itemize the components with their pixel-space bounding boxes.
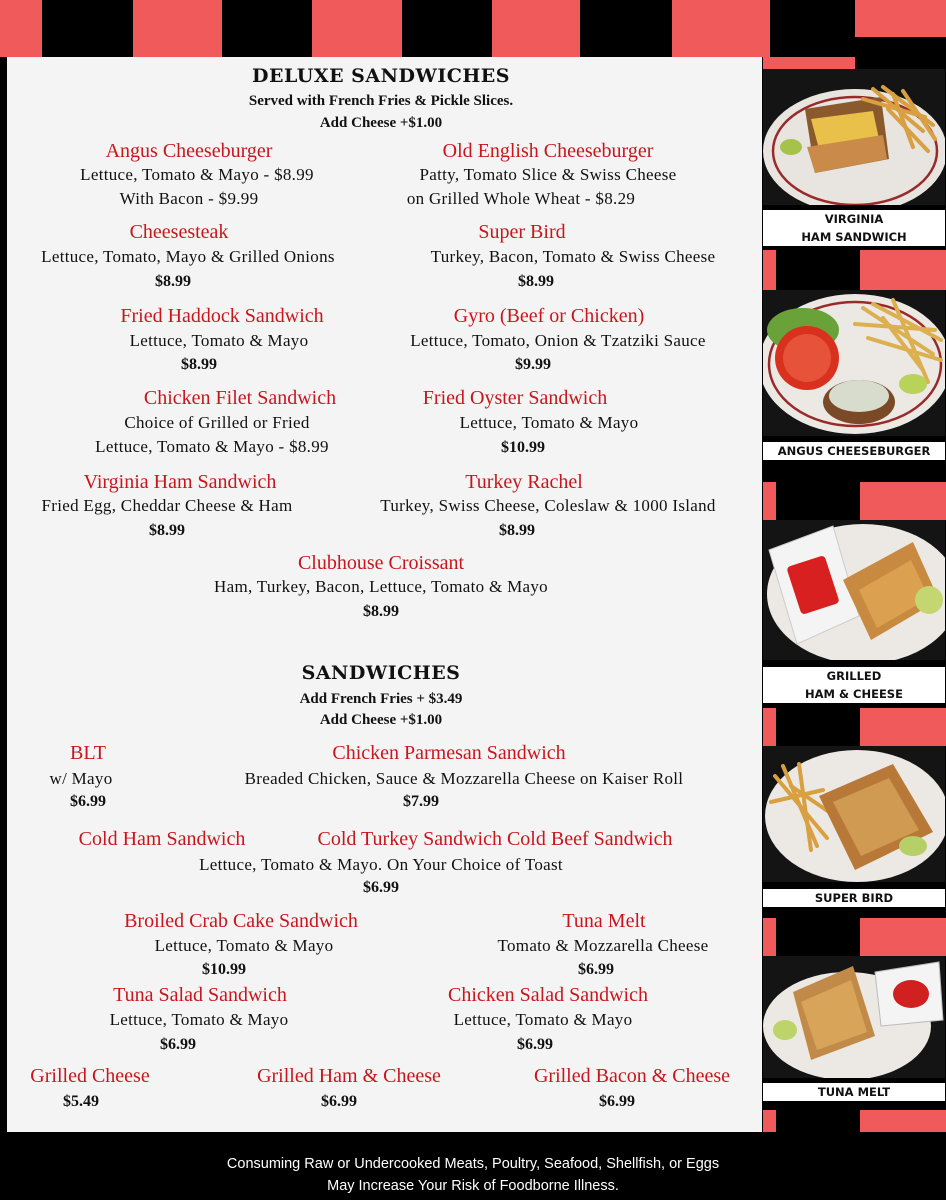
item-name: Gyro (Beef or Chicken) (453, 305, 645, 327)
item-description: Lettuce, Tomato, Mayo & Grilled Onions (41, 247, 335, 266)
photo-caption (763, 1083, 945, 1101)
item-name: Grilled Bacon & Cheese (533, 1065, 731, 1087)
item-price: $9.99 (515, 356, 551, 373)
deluxe-served-with: Served with French Fries & Pickle Slices. (248, 93, 514, 109)
item-price: $8.99 (149, 522, 185, 539)
item-description: Lettuce, Tomato & Mayo - $8.99 (80, 165, 314, 184)
item-price: $6.99 (517, 1036, 553, 1053)
sandwiches-add-fries: Add French Fries + $3.49 (299, 691, 463, 707)
item-price: $6.99 (578, 961, 614, 978)
item-description: Ham, Turkey, Bacon, Lettuce, Tomato & Mayo (214, 577, 548, 596)
item-name: Virginia Ham Sandwich (83, 471, 277, 493)
item-description: Lettuce, Tomato, Onion & Tzatziki Sauce (410, 331, 706, 350)
caption-line: HAM & CHEESE (805, 687, 903, 701)
sandwiches-heading: SANDWICHES (301, 662, 461, 684)
item-price: $8.99 (518, 273, 554, 290)
item-name: Cold Turkey Sandwich Cold Beef Sandwich (317, 828, 673, 850)
item-price: $6.99 (160, 1036, 196, 1053)
item-description: Lettuce, Tomato & Mayo (129, 331, 309, 350)
item-name: Fried Haddock Sandwich (120, 305, 324, 327)
item-price: $6.99 (363, 879, 399, 896)
caption-line: ANGUS CHEESEBURGER (777, 444, 931, 458)
item-price: $8.99 (181, 356, 217, 373)
item-price: $8.99 (363, 603, 399, 620)
item-price: $6.99 (321, 1093, 357, 1110)
item-price: $6.99 (599, 1093, 635, 1110)
item-description: Lettuce, Tomato & Mayo (459, 413, 639, 432)
item-name: Tuna Melt (562, 910, 646, 932)
caption-line: SUPER BIRD (814, 891, 894, 905)
item-price: $6.99 (70, 793, 106, 810)
item-description: Lettuce, Tomato & Mayo - $8.99 (95, 437, 329, 456)
footer-warning (0, 1132, 946, 1200)
item-name: Cheesesteak (129, 221, 229, 243)
item-price: $10.99 (202, 961, 246, 978)
item-name: Chicken Salad Sandwich (448, 984, 648, 1006)
item-price: $10.99 (501, 439, 545, 456)
caption-line: HAM SANDWICH (801, 230, 907, 244)
caption-line: GRILLED (826, 669, 882, 683)
item-description: Patty, Tomato Slice & Swiss Cheese (419, 165, 677, 184)
item-name: Angus Cheeseburger (105, 140, 273, 162)
item-name: Cold Ham Sandwich (78, 828, 246, 850)
item-name: Fried Oyster Sandwich (422, 387, 608, 409)
item-description: on Grilled Whole Wheat - $8.29 (406, 189, 636, 208)
deluxe-add-cheese: Add Cheese +$1.00 (319, 115, 443, 131)
item-name: Chicken Parmesan Sandwich (332, 742, 566, 764)
item-name: Turkey Rachel (465, 471, 583, 493)
item-name: Old English Cheeseburger (442, 140, 654, 162)
item-name: Chicken Filet Sandwich (143, 387, 337, 409)
item-price: $7.99 (403, 793, 439, 810)
item-name: Tuna Salad Sandwich (113, 984, 287, 1006)
sandwiches-add-cheese: Add Cheese +$1.00 (319, 712, 443, 728)
item-description: Tomato & Mozzarella Cheese (497, 936, 709, 955)
item-name: Grilled Ham & Cheese (257, 1065, 441, 1087)
deluxe-heading: DELUXE SANDWICHES (252, 65, 510, 87)
item-description: Lettuce, Tomato & Mayo (109, 1010, 289, 1029)
footer-line-1: Consuming Raw or Undercooked Meats, Poultry, Seafood, Shellfish, or Eggs (226, 1156, 720, 1172)
item-description: w/ Mayo (49, 769, 113, 788)
item-name: Broiled Crab Cake Sandwich (124, 910, 358, 932)
angus-cheeseburger-photo (763, 290, 945, 436)
grilled-ham-and-cheese-photo (763, 520, 945, 660)
item-price: $5.49 (63, 1093, 99, 1110)
item-description: Lettuce, Tomato & Mayo (453, 1010, 633, 1029)
photo-caption (763, 667, 945, 703)
footer-line-2: May Increase Your Risk of Foodborne Illness. (327, 1178, 619, 1194)
photo-caption (763, 442, 945, 460)
item-description: Turkey, Swiss Cheese, Coleslaw & 1000 Island (380, 496, 716, 515)
item-description: With Bacon - $9.99 (119, 189, 259, 208)
item-description: Lettuce, Tomato & Mayo (154, 936, 334, 955)
item-name: BLT (70, 742, 106, 764)
photo-caption (763, 889, 945, 907)
item-price: $8.99 (499, 522, 535, 539)
item-description: Breaded Chicken, Sauce & Mozzarella Cheese on Kaiser Roll (244, 769, 684, 788)
item-description: Choice of Grilled or Fried (124, 413, 310, 432)
caption-line: VIRGINIA (824, 212, 884, 226)
item-description: Lettuce, Tomato & Mayo. On Your Choice of Toast (199, 855, 563, 874)
item-name: Super Bird (478, 221, 566, 243)
item-name: Clubhouse Croissant (297, 552, 465, 574)
virginia-ham-sandwich-photo (763, 69, 945, 205)
item-price: $8.99 (155, 273, 191, 290)
tuna-melt-photo (763, 956, 945, 1078)
item-description: Turkey, Bacon, Tomato & Swiss Cheese (430, 247, 716, 266)
caption-line: TUNA MELT (817, 1085, 891, 1099)
photo-caption (763, 210, 945, 246)
super-bird-photo (763, 746, 945, 882)
item-description: Fried Egg, Cheddar Cheese & Ham (41, 496, 293, 515)
item-name: Grilled Cheese (30, 1065, 150, 1087)
